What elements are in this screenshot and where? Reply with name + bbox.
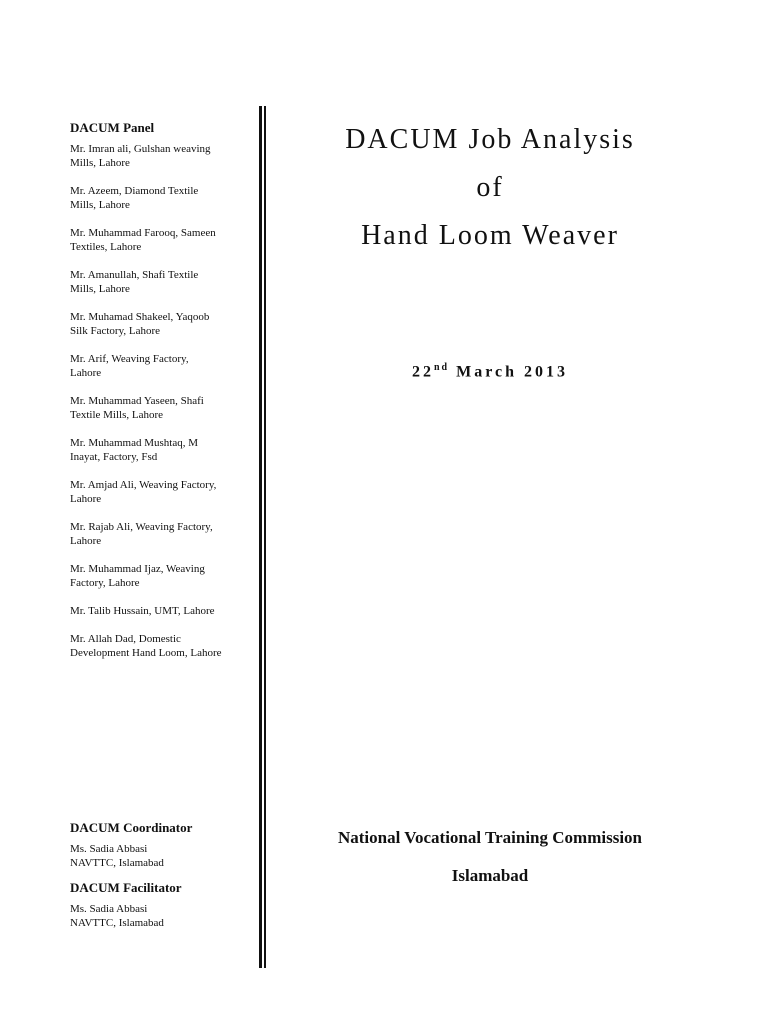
panel-member-line: Inayat, Factory, Fsd — [70, 451, 158, 463]
vertical-divider-thin — [264, 106, 266, 968]
organization-name: National Vocational Training Commission — [337, 828, 642, 847]
facilitator-details — [70, 902, 255, 930]
title-line-2: of — [476, 172, 504, 203]
panel-member — [70, 604, 255, 618]
title-line-1: DACUM Job Analysis — [345, 124, 635, 155]
panel-member-line: Lahore — [70, 367, 102, 379]
panel-member-line: Mr. Allah Dad, Domestic — [70, 633, 181, 645]
panel-member-line: Textiles, Lahore — [70, 241, 142, 253]
panel-member — [70, 226, 255, 254]
facilitator-org: NAVTTC, Islamabad — [70, 917, 164, 929]
vertical-divider-thick — [259, 106, 262, 968]
coordinator-name: Ms. Sadia Abbasi — [70, 843, 148, 855]
organization-city: Islamabad — [451, 866, 529, 885]
panel-member — [70, 478, 255, 506]
panel-member-line: Mr. Muhammad Mushtaq, M — [70, 437, 199, 449]
panel-member-line: Mr. Muhammad Yaseen, Shafi — [70, 395, 204, 407]
coordination-block — [70, 820, 255, 940]
panel-member — [70, 184, 255, 212]
coordinator-heading: DACUM Coordinator — [70, 820, 193, 835]
panel-member — [70, 310, 255, 338]
panel-member-line: Mills, Lahore — [70, 199, 130, 211]
panel-member-line: Mr. Azeem, Diamond Textile — [70, 185, 199, 197]
date-day: 22 — [411, 363, 434, 381]
panel-member — [70, 268, 255, 296]
coordinator-details — [70, 842, 255, 870]
facilitator-name: Ms. Sadia Abbasi — [70, 903, 148, 915]
panel-member — [70, 520, 255, 548]
panel-heading: DACUM Panel — [70, 120, 155, 135]
facilitator-heading: DACUM Facilitator — [70, 880, 182, 895]
panel-member — [70, 142, 255, 170]
panel-member — [70, 394, 255, 422]
panel-member-line: Silk Factory, Lahore — [70, 325, 161, 337]
date-suffix: nd — [433, 362, 450, 373]
panel-member-line: Factory, Lahore — [70, 577, 140, 589]
panel-member-line: Mr. Rajab Ali, Weaving Factory, — [70, 521, 213, 533]
coordinator-org: NAVTTC, Islamabad — [70, 857, 164, 869]
panel-member-line: Mr. Talib Hussain, UMT, Lahore — [70, 605, 215, 617]
panel-member-line: Lahore — [70, 535, 102, 547]
panel-member-line: Mr. Imran ali, Gulshan weaving — [70, 143, 211, 155]
panel-member-line: Mr. Arif, Weaving Factory, — [70, 353, 189, 365]
panel-member-list — [70, 142, 255, 660]
panel-member — [70, 562, 255, 590]
panel-member-line: Development Hand Loom, Lahore — [70, 647, 222, 659]
panel-member-line: Mills, Lahore — [70, 157, 130, 169]
dacum-panel — [70, 120, 255, 674]
panel-member-line: Mr. Muhammad Farooq, Sameen — [70, 227, 216, 239]
panel-member-line: Mr. Muhamad Shakeel, Yaqoob — [70, 311, 210, 323]
panel-member-line: Lahore — [70, 493, 102, 505]
panel-member — [70, 436, 255, 464]
panel-member — [70, 632, 255, 660]
title-line-3: Hand Loom Weaver — [361, 220, 619, 251]
panel-member-line: Textile Mills, Lahore — [70, 409, 164, 421]
panel-member-line: Mills, Lahore — [70, 283, 130, 295]
date-month-year: March 2013 — [449, 363, 569, 381]
panel-member — [70, 352, 255, 380]
panel-member-line: Mr. Amanullah, Shafi Textile — [70, 269, 199, 281]
panel-member-line: Mr. Amjad Ali, Weaving Factory, — [70, 479, 217, 491]
document-title — [290, 116, 690, 260]
panel-member-line: Mr. Muhammad Ijaz, Weaving — [70, 563, 205, 575]
document-date — [290, 362, 690, 381]
